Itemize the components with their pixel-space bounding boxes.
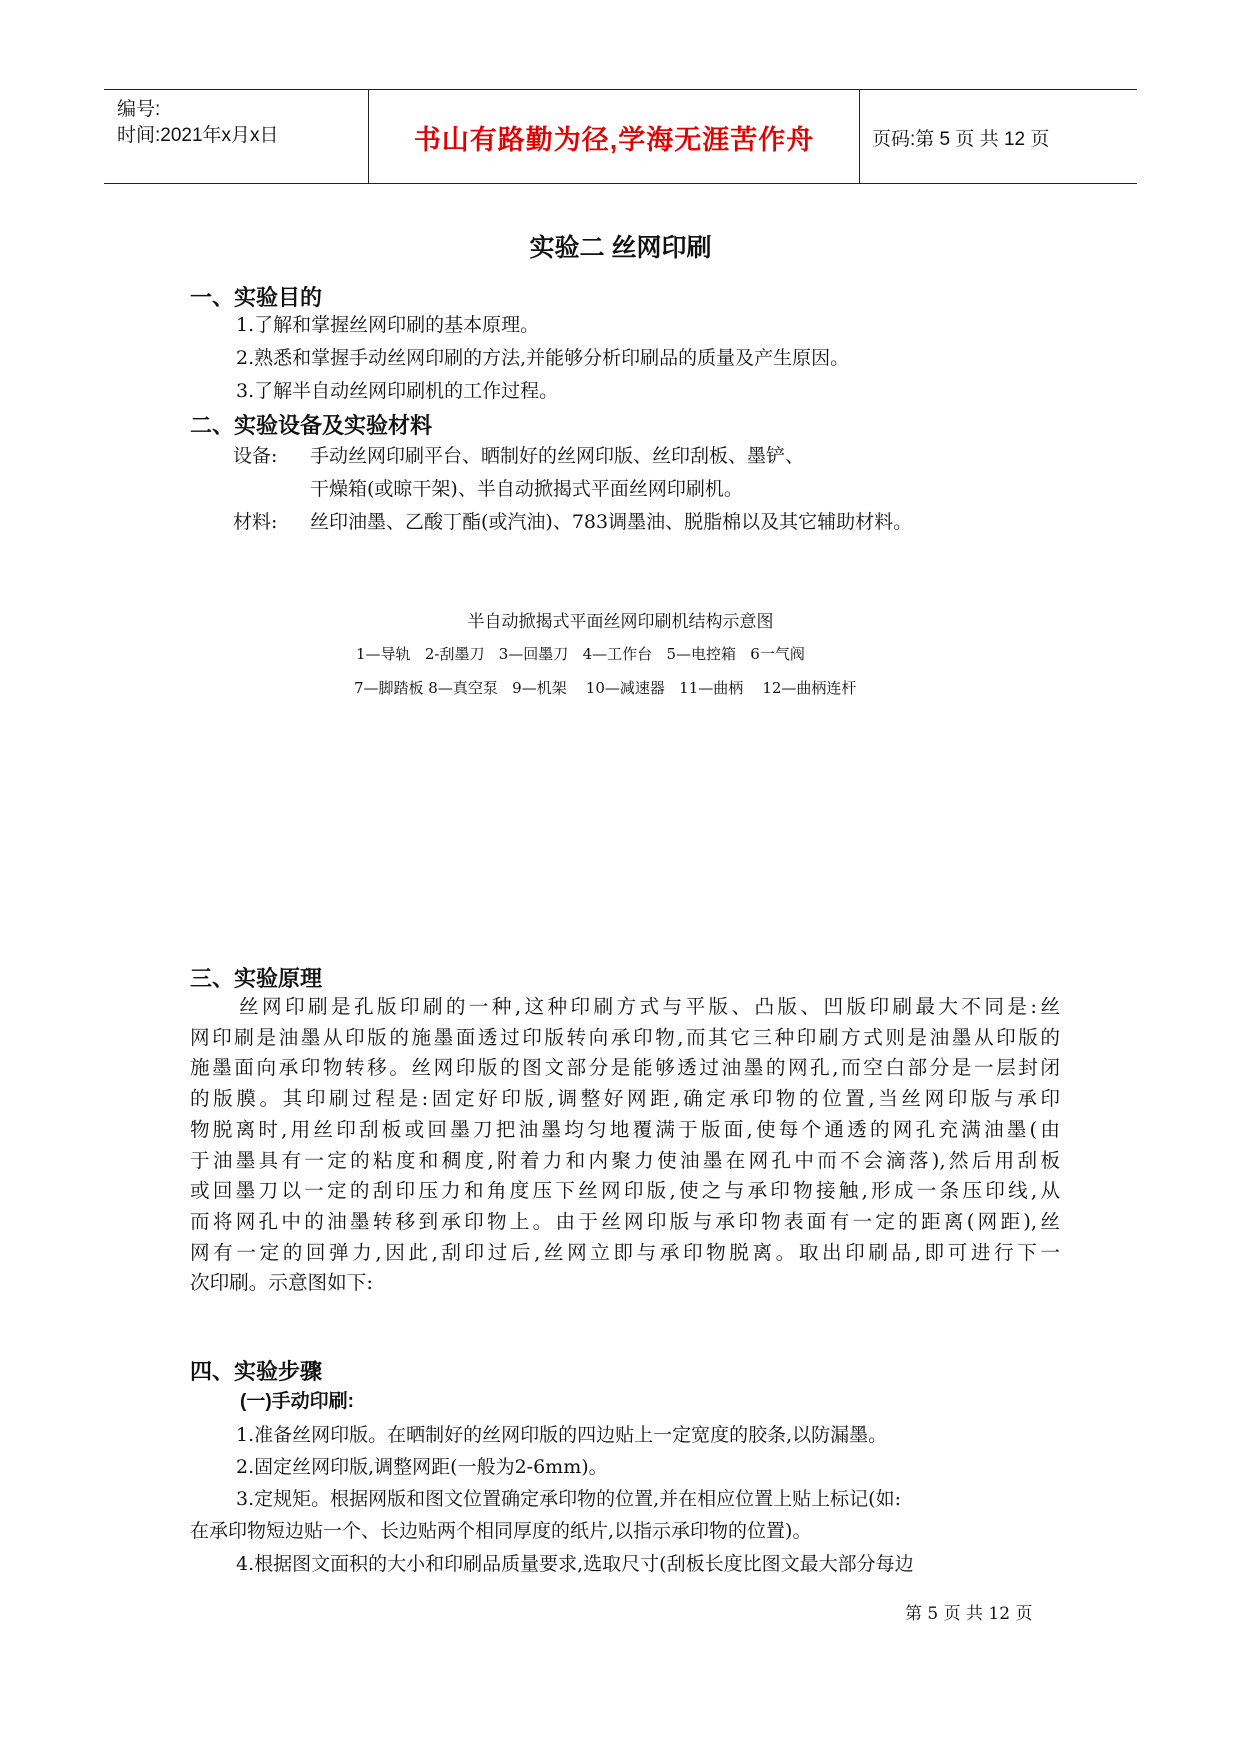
- section3-paragraph: [190, 992, 1060, 1299]
- header-page-cell: [860, 90, 1137, 183]
- step-3-line-1: 3.定规矩。根据网版和图文位置确定承印物的位置,并在相应位置上贴上标记(如:: [236, 1488, 901, 1510]
- paragraph-line: 施墨面向承印物转移。丝网印版的图文部分是能够透过油墨的网孔,而空白部分是一层封闭: [190, 1056, 1060, 1080]
- section1-item-1: 1.了解和掌握丝网印刷的基本原理。: [236, 314, 540, 336]
- document-title: 实验二 丝网印刷: [529, 234, 712, 262]
- paragraph-line: 丝网印刷是孔版印刷的一种,这种印刷方式与平版、凸版、凹版印刷最大不同是:丝: [239, 995, 1060, 1018]
- section1-heading: 一、实验目的: [190, 285, 323, 310]
- materials-label: 材料:: [233, 511, 278, 533]
- section3-heading: 三、实验原理: [190, 966, 323, 991]
- paragraph-line: 网印刷是油墨从印版的施墨面透过印版转向承印物,而其它三种印刷方式则是油墨从印版的: [190, 1025, 1060, 1049]
- section1-item-3: 3.了解半自动丝网印刷机的工作过程。: [236, 380, 559, 402]
- figure-legend-line-2: 7—脚踏板 8—真空泵 9—机架 10—减速器 11—曲柄 12—曲柄连杆: [354, 679, 857, 697]
- paragraph-line: 网有一定的回弹力,因此,刮印过后,丝网立即与承印物脱离。取出印刷品,即可进行下一: [190, 1240, 1060, 1264]
- time-label: 时间:2021年x月x日: [117, 125, 279, 146]
- figure-caption: 半自动掀揭式平面丝网印刷机结构示意图: [467, 612, 774, 632]
- paragraph-line: 而将网孔中的油墨转移到承印物上。由于丝网印版与承印物表面有一定的距离(网距),丝: [190, 1209, 1061, 1233]
- section2-heading: 二、实验设备及实验材料: [190, 413, 433, 438]
- section4-subheading: (一)手动印刷:: [240, 1391, 354, 1412]
- step-1: 1.准备丝网印版。在晒制好的丝网印版的四边贴上一定宽度的胶条,以防漏墨。: [236, 1424, 888, 1446]
- equipment-line-2: 干燥箱(或晾干架)、半自动掀揭式平面丝网印刷机。: [310, 478, 743, 500]
- paragraph-line: 物脱离时,用丝印刮板或回墨刀把油墨均匀地覆满于版面,使每个通透的网孔充满油墨(由: [190, 1117, 1060, 1141]
- equipment-label: 设备:: [233, 445, 278, 467]
- motto-text: 书山有路勤为径,学海无涯苦作舟: [413, 125, 815, 155]
- figure-legend-line-1: 1—导轨 2-刮墨刀 3—回墨刀 4—工作台 5—电控箱 6一气阀: [356, 645, 805, 663]
- page-number-label: 页码:第 5 页 共 12 页: [872, 129, 1050, 150]
- equipment-line-1: 手动丝网印刷平台、晒制好的丝网印版、丝印刮板、墨铲、: [310, 445, 805, 467]
- step-3-line-2: 在承印物短边贴一个、长边贴两个相同厚度的纸片,以指示承印物的位置)。: [190, 1520, 812, 1542]
- section1-item-2: 2.熟悉和掌握手动丝网印刷的方法,并能够分析印刷品的质量及产生原因。: [236, 347, 850, 369]
- paragraph-line-last: 次印刷。示意图如下:: [190, 1271, 373, 1295]
- paragraph-line: 的版膜。其印刷过程是:固定好印版,调整好网距,确定承印物的位置,当丝网印版与承印: [190, 1087, 1060, 1111]
- step-2: 2.固定丝网印版,调整网距(一般为2-6mm)。: [236, 1456, 608, 1478]
- header-motto-cell: [368, 90, 860, 183]
- header-table: [104, 89, 1137, 184]
- section4-heading: 四、实验步骤: [190, 1359, 323, 1384]
- paragraph-line: 于油墨具有一定的粘度和稠度,附着力和内聚力使油墨在网孔中而不会滴落),然后用刮板: [190, 1148, 1060, 1172]
- header-info-cell: [104, 90, 368, 183]
- step-4: 4.根据图文面积的大小和印刷品质量要求,选取尺寸(刮板长度比图文最大部分每边: [236, 1553, 914, 1575]
- paragraph-line: 或回墨刀以一定的刮印压力和角度压下丝网印版,使之与承印物接触,形成一条压印线,从: [190, 1179, 1060, 1203]
- number-label: 编号:: [117, 99, 161, 120]
- materials-text: 丝印油墨、乙酸丁酯(或汽油)、783调墨油、脱脂棉以及其它辅助材料。: [310, 511, 913, 533]
- footer-page-number: 第 5 页 共 12 页: [905, 1604, 1033, 1624]
